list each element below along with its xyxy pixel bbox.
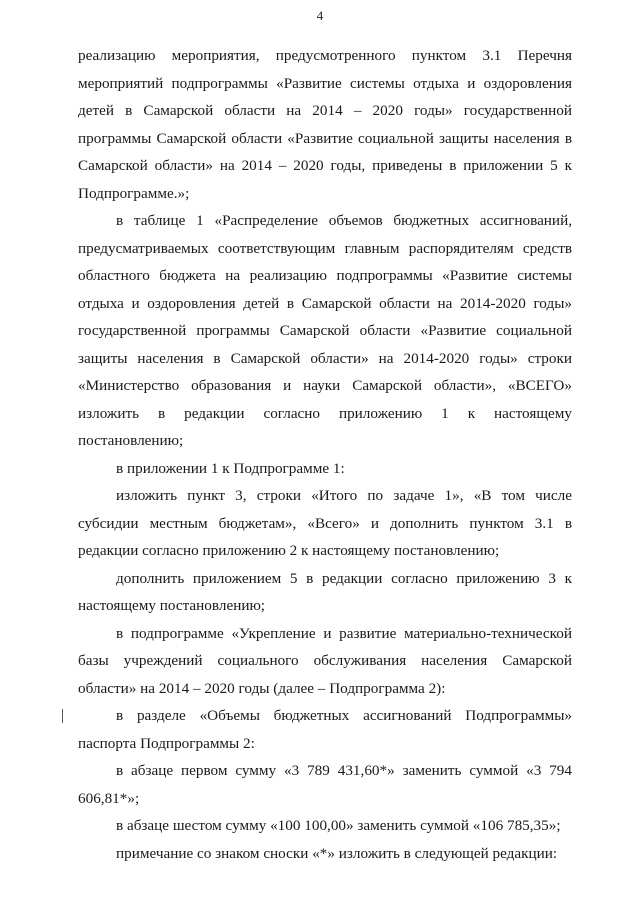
paragraph-5: дополнить приложением 5 в редакции согласно приложению 3 к настоящему постановлению; xyxy=(78,569,572,614)
document-body xyxy=(78,42,572,867)
page-number: 4 xyxy=(316,8,324,23)
paragraph-1: реализацию мероприятия, предусмотренного пунктом 3.1 Перечня мероприятий подпрограммы «Развитие системы отдыха и оздоровления детей в Самарской области на 2014 – 2020 годы» государственной программы Самарской области «Развитие социальной защиты населения в Самарской области» на 2014 – 2020 годы, приведены в приложении 5 к Подпрограмме.»; xyxy=(78,47,572,202)
paragraph-4: изложить пункт 3, строки «Итого по задаче 1», «В том числе субсидии местным бюджетам», «Всего» и дополнить пунктом 3.1 в редакции согласно приложению 2 к настоящему постановлению; xyxy=(78,487,572,559)
paragraph-8: в абзаце первом сумму «3 789 431,60*» заменить суммой «3 794 606,81*»; xyxy=(78,762,572,807)
paragraph-10: примечание со знаком сноски «*» изложить в следующей редакции: xyxy=(116,844,558,862)
paragraph-3: в приложении 1 к Подпрограмме 1: xyxy=(116,459,345,477)
paragraph-2: в таблице 1 «Распределение объемов бюджетных ассигнований, предусматриваемых соответствующим главным распорядителям средств областного бюджета на реализацию подпрограммы «Развитие системы отдыха и оздоровления детей в Самарской области на 2014-2020 годы» государственной программы Самарской области «Развитие социальной защиты населения в Самарской области» на 2014-2020 годы» строки «Министерство образования и науки Самарской области», «ВСЕГО» изложить в редакции согласно приложению 1 к настоящему постановлению; xyxy=(78,212,572,449)
paragraph-6: в подпрограмме «Укрепление и развитие материально-технической базы учреждений социального обслуживания населения Самарской области» на 2014 – 2020 годы (далее – Подпрограмма 2): xyxy=(78,624,572,697)
paragraph-9: в абзаце шестом сумму «100 100,00» заменить суммой «106 785,35»; xyxy=(116,817,561,834)
scan-artifact-mark xyxy=(62,709,63,723)
paragraph-7: в разделе «Объемы бюджетных ассигнований Подпрограммы» паспорта Подпрограммы 2: xyxy=(78,707,572,752)
